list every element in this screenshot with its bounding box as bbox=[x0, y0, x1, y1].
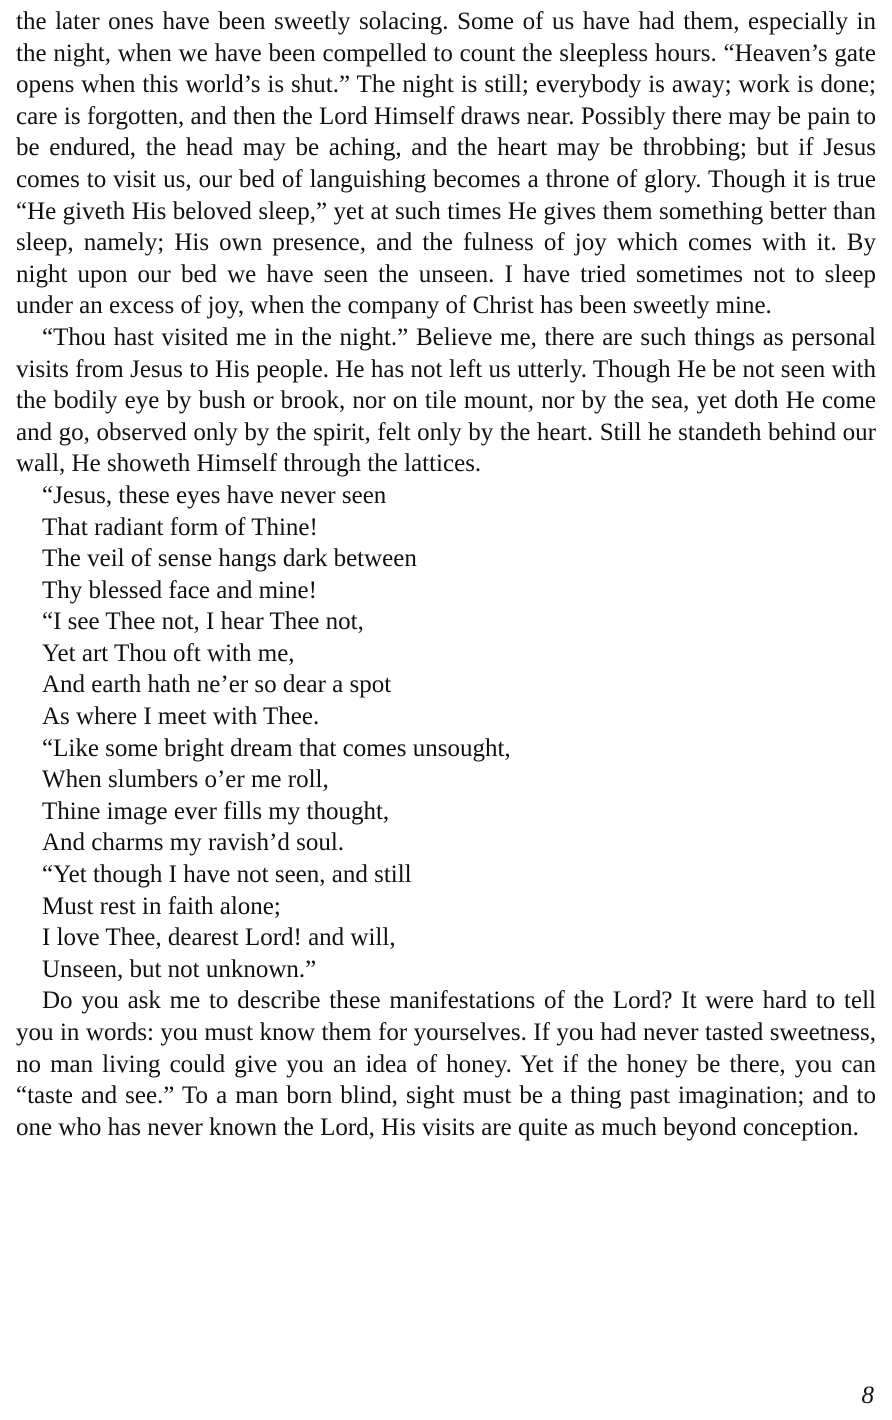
paragraph-night-visits: the later ones have been sweetly solacing. Some of us have had them, especially in the night, when we have been compelled to count the sleepless hours. “Heaven’s gate opens when this world’s is shut.” The night is still; everybody is away; work is done; care is forgotten, and then the Lord Himself draws near. Possibly there may be pain to be endured, the head may be aching, and the heart may be throbbing; but if Jesus comes to visit us, our bed of languishing becomes a throne of glory. Though it is true “He giveth His beloved sleep,” yet at such times He gives them something better than sleep, namely; His own presence, and the fulness of joy which comes with it. By night upon our bed we have seen the unseen. I have tried sometimes not to sleep under an excess of joy, when the company of Christ has been sweetly mine. bbox=[16, 8, 876, 320]
paragraph-personal-visits: “Thou hast visited me in the night.” Believe me, there are such things as personal visits from Jesus to His people. He has not left us utterly. Though He be not seen with the bodily eye by bush or brook, nor on tile mount, nor by the sea, yet doth He come and go, observed only by the spirit, felt only by the heart. Still he standeth behind our wall, He showeth Himself through the lattices. bbox=[16, 323, 876, 478]
poem-line: “Yet though I have not seen, and still bbox=[42, 861, 412, 889]
poem-line: Yet art Thou oft with me, bbox=[42, 639, 295, 667]
book-page bbox=[16, 6, 876, 1143]
paragraph-manifestations: Do you ask me to describe these manifestations of the Lord? It were hard to tell you in words: you must know them for yourselves. If you had never tasted sweetness, no man living could give you an idea of honey. Yet if the honey be there, you can “taste and see.” To a man born blind, sight must be a thing past imagination; and to one who has never known the Lord, His visits are quite as much beyond conception. bbox=[16, 987, 876, 1141]
poem-line: I love Thee, dearest Lord! and will, bbox=[42, 924, 396, 952]
poem-line: As where I meet with Thee. bbox=[42, 703, 320, 731]
poem-line: “Jesus, these eyes have never seen bbox=[42, 481, 387, 509]
poem-line: And charms my ravish’d soul. bbox=[42, 829, 345, 857]
poem-line: Thy blessed face and mine! bbox=[42, 576, 317, 604]
poem-line: Thine image ever fills my thought, bbox=[42, 797, 390, 825]
page-number: 8 bbox=[861, 1382, 874, 1409]
poem-line: That radiant form of Thine! bbox=[42, 513, 318, 541]
poem-line: Must rest in faith alone; bbox=[42, 892, 281, 920]
poem-line: Unseen, but not unknown.” bbox=[42, 955, 317, 983]
poem-line: The veil of sense hangs dark between bbox=[42, 545, 417, 573]
hymn-poem bbox=[16, 480, 876, 986]
poem-line: And earth hath ne’er so dear a spot bbox=[42, 671, 392, 699]
poem-line: “Like some bright dream that comes unsought, bbox=[42, 734, 511, 762]
poem-line: When slumbers o’er me roll, bbox=[42, 766, 329, 794]
poem-line: “I see Thee not, I hear Thee not, bbox=[42, 608, 364, 636]
